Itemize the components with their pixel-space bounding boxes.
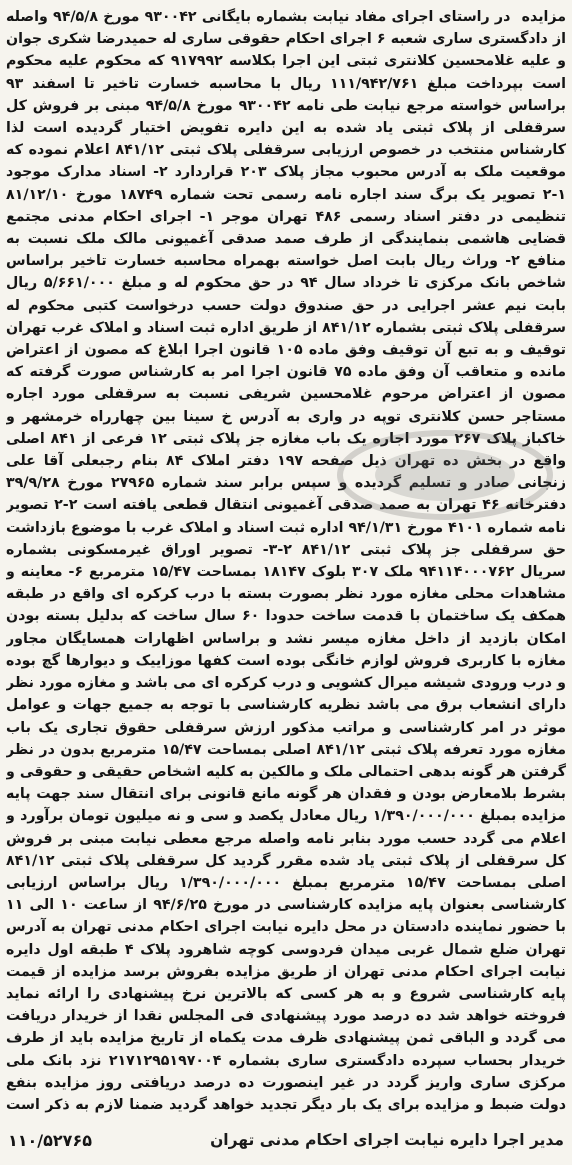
notice-signature: مدیر اجرا دایره نیابت اجرای احکام مدنی تهران [210, 1131, 564, 1149]
notice-code: ۱۱۰/۵۲۷۶۵ [8, 1130, 92, 1150]
notice-footer [0, 1122, 572, 1158]
notice-text: در راستای اجرای مفاد نیابت بشماره بایگانی ۹۳۰۰۴۲ مورخ ۹۴/۵/۸ واصله از دادگستری ساری شعبه ۶ اجرای احکام حقوقی ساری له حمیدرضا شکری جوان و علیه غلامحسین کلانتری ثبتی این اجرا بکلاسه ۹۱۷۹۹۲ که محکوم علیه محکوم است بپرداخت مبلغ ۱۱۱/۹۴۲/۷۶۱ ریال با محاسبه خسارت تاخیر تا اسفند ۹۳ براساس خواسته مرجع نیابت طی نامه ۹۳۰۰۴۲ مورخ ۹۴/۵/۸ مبنی بر فروش کل سرقفلی از پلاک ثبتی یاد شده به این دایره تفویض اختیار گردیده است لذا کارشناس منتخب در خصوص ارزیابی سرقفلی پلاک ثبتی ۸۴۱/۱۲ اعلام نموده که موقعیت ملک به آدرس محبوب مجاز پلاک ۲۰۳ قراردارد ۲- اسناد مدارک موجود ۱-۲ تصویر یک برگ سند اجاره نامه رسمی تحت شماره ۱۸۷۴۹ مورخ ۸۱/۱۲/۱۰ تنظیمی در دفتر اسناد رسمی ۴۸۶ تهران موجر ۱- اجرای احکام مدنی مجتمع قضایی هاشمی بنمایندگی از طرف صمد صدقی آغمیونی مالک ملک نسبت به منافع ۲- وراث ریال بابت اصل خواسته بهمراه محاسبه خسارت تاخیر براساس شاخص بانک مرکزی تا خرداد سال ۹۴ در حق محکوم له و مبلغ ۵/۶۶۱/۰۰۰ ریال بابت نیم عشر اجرایی در حق صندوق دولت حسب درخواست کتبی محکوم له سرقفلی پلاک ثبتی بشماره ۸۴۱/۱۲ از طریق اداره ثبت اسناد و املاک غرب تهران توقیف و به تبع آن توقیف وفق ماده ۱۰۵ قانون اجرا ابلاغ که مصون از اعتراض مانده و متعاقب آن وفق ماده ۷۵ قانون اجرا امر به کارشناس صورت گرفته که مصون از اعتراض مرحوم غلامحسین شریفی نسبت به سرقفلی مورد اجاره مستاجر حسن کلانتری توپه در واری به آدرس خ سینا بین چهارراه خرمشهر و خاکباز پلاک ۲۶۷ مورد اجاره یک باب مغازه جز پلاک ثبتی ۱۲ فرعی از ۸۴۱ اصلی واقع در بخش ده تهران ذیل صفحه ۱۹۷ دفتر املاک ۸۴ بنام رجبعلی آقا علی زنجانی صادر و تسلیم گردیده و سپس برابر سند شماره ۲۷۹۶۵ مورخ ۳۹/۹/۲۸ دفترخانه ۴۶ تهران به صمد صدقی آغمیونی انتقال قطعی یافته است ۲-۲ تصویر نامه شماره ۴۱۰۱ مورخ ۹۴/۱/۳۱ اداره ثبت اسناد و املاک غرب با موضوع بازداشت حق سرقفلی جز پلاک ثبتی ۸۴۱/۱۲ ۲-۳- تصویر اوراق غیرمسکونی بشماره سریال ۹۴۱۱۴۰۰۰۷۶۲ ملک ۳۰۷ بلوک ۱۸۱۴۷ بمساحت ۱۵/۴۷ مترمربع ۶- معاینه و مشاهدات محلی مغازه مورد نظر بصورت بسته با درب کرکره ای واقع در طبقه همکف یک ساختمان با قدمت ساخت حدودا ۶۰ سال ساخت که بدلیل بسته بودن امکان بازدید از داخل مغازه میسر نشد و براساس اظهارات همسایگان مجاور مغازه با کاربری فروش لوازم خانگی بوده است کفها موزاییک و دیوارها گچ بوده و درب ورودی شیشه میرال کشویی و درب کرکره ای می باشد و مغازه مورد نظر دارای انشعاب برق می باشد نظریه کارشناسی با توجه به جمیع جهات و عوامل موثر در امر کارشناسی و مراتب مذکور ارزش سرقفلی حقوق تجاری یک باب مغازه مورد تعرفه پلاک ثبتی ۸۴۱/۱۲ اصلی بمساحت ۱۵/۴۷ مترمربع بدون در نظر گرفتن هر گونه بدهی احتمالی ملک و مالکین به کلیه اشخاص حقیقی و حقوقی و بشرط بلامعارض بودن و فقدان هر گونه مانع قانونی برای انتقال سند جهت پایه مزایده بمبلغ ۱/۳۹۰/۰۰۰/۰۰۰ ریال معادل یکصد و سی و نه میلیون تومان برآورد و اعلام می گردد حسب مورد بنابر نامه واصله مرجع معطی نیابت مبنی بر فروش کل سرقفلی از پلاک ثبتی یاد شده مقرر گردید کل سرقفلی پلاک ثبتی ۸۴۱/۱۲ اصلی بمساحت ۱۵/۴۷ مترمربع بمبلغ ۱/۳۹۰/۰۰۰/۰۰۰ ریال براساس ارزیابی کارشناسی بعنوان پایه مزایده کارشناسی در مورخ ۹۴/۶/۲۵ از ساعت ۱۰ الی ۱۱ با حضور نماینده دادستان در محل دایره نیابت اجرای احکام مدنی تهران به آدرس تهران ضلع شمال غربی میدان فردوسی کوچه شاهرود پلاک ۴ طبقه اول دایره نیابت اجرای احکام مدنی تهران از طریق مزایده بفروش برسد مزایده از قیمت پایه کارشناسی شروع و به هر کسی که بالاترین نرخ پیشنهادی را ارائه نماید فروخته خواهد شد ده درصد مورد پیشنهادی فی المجلس نقدا از خریدار دریافت می گردد و الباقی ثمن پیشنهادی ظرف مدت یکماه از تاریخ مزایده باید از طرف خریدار بحساب سپرده دادگستری ساری بشماره ۲۱۷۱۲۹۵۱۹۷۰۰۴ نزد بانک ملی مرکزی ساری واریز گردد در غیر اینصورت ده درصد دریافتی روز مزایده بنفع دولت ضبط و مزایده برای یک بار دیگر تجدید خواهد گردید ضمنا لازم به ذکر است [6, 9, 566, 1113]
notice-body [6, 6, 566, 1114]
notice-lead-word: مزایده [521, 9, 566, 25]
